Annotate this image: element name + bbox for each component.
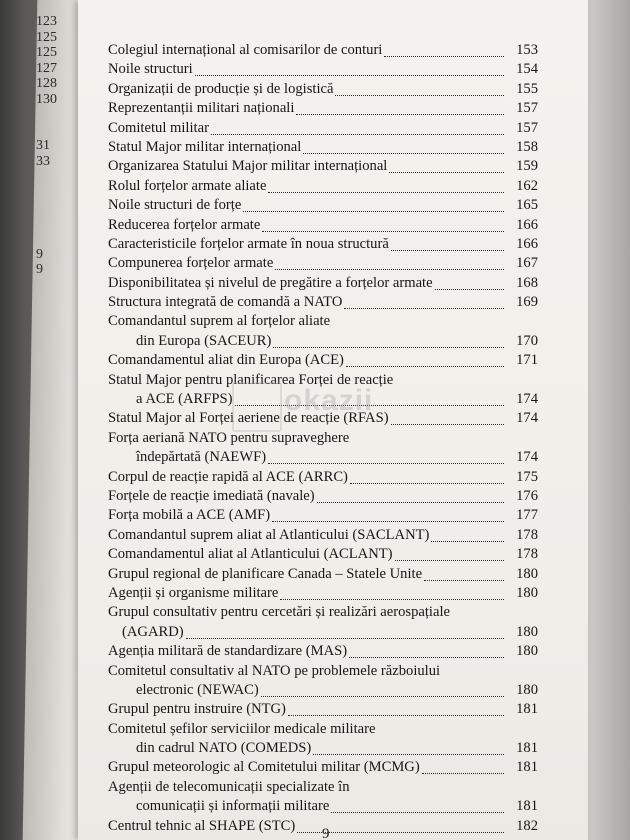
- toc-entry: [108, 274, 538, 293]
- toc-entry: [108, 565, 538, 584]
- toc-entry-title: Comandamentul aliat al Atlanticului (ACLANT): [108, 546, 393, 563]
- toc-leader-dots: [262, 229, 504, 232]
- toc-page-number: 175: [516, 468, 538, 485]
- toc-entry: [108, 216, 538, 235]
- toc-entry: [108, 177, 538, 196]
- toc-leader-dots: [186, 636, 504, 639]
- toc-entry-title: a ACE (ARFPS): [136, 391, 233, 408]
- toc-entry-title: Comandamentul aliat din Europa (ACE): [108, 352, 344, 369]
- toc-page-number: 178: [516, 546, 538, 563]
- toc-entry: [108, 138, 538, 157]
- toc-entry-title: Reducerea forțelor armate: [108, 216, 261, 233]
- table-of-contents: [108, 41, 538, 836]
- toc-entry: [108, 351, 538, 370]
- toc-entry: [108, 99, 538, 118]
- toc-entry-title: electronic (NEWAC): [136, 681, 259, 698]
- toc-leader-dots: [349, 655, 504, 658]
- toc-entry-title: Reprezentanții militari naționali: [108, 100, 295, 117]
- page-number: 9: [322, 826, 330, 840]
- toc-entry: [108, 196, 538, 215]
- toc-entry-title: comunicații și informații militare: [136, 798, 330, 815]
- previous-page-number: [36, 278, 76, 294]
- toc-entry-title: Statul Major al Forței aeriene de reacție (RFAS): [108, 410, 389, 427]
- toc-entry-title: Statul Major pentru planificarea Forței de reacție: [108, 371, 394, 388]
- toc-page-number: 171: [516, 352, 538, 369]
- toc-entry-title: Comitetul șefilor serviciilor medicale militare: [108, 720, 376, 737]
- toc-entry: [108, 778, 538, 817]
- toc-page-number: 157: [516, 100, 538, 117]
- toc-leader-dots: [424, 578, 504, 581]
- toc-entry-title: din Europa (SACEUR): [136, 332, 272, 349]
- toc-entry-title: Grupul meteorologic al Comitetului militar (MCMG): [108, 759, 420, 776]
- toc-entry: [108, 662, 538, 701]
- toc-leader-dots: [395, 558, 504, 561]
- toc-page-number: 174: [516, 449, 538, 466]
- toc-page-number: 155: [516, 80, 538, 97]
- previous-page-number: 128: [36, 76, 57, 91]
- toc-entry: [108, 468, 538, 487]
- toc-leader-dots: [391, 248, 504, 251]
- toc-page-number: 180: [516, 643, 538, 660]
- toc-leader-dots: [435, 287, 504, 290]
- toc-page-number: 181: [516, 798, 538, 815]
- toc-leader-dots: [272, 519, 504, 522]
- toc-entry-title: Forța aeriană NATO pentru supraveghere: [108, 429, 350, 446]
- toc-entry-title: Caracteristicile forțelor armate în noua structură: [108, 235, 389, 252]
- watermark: okazii: [284, 384, 374, 417]
- toc-page-number: 177: [516, 507, 538, 524]
- toc-entry-title: Noile structuri: [108, 61, 193, 78]
- previous-page-number: [36, 107, 76, 123]
- toc-page-number: 159: [516, 158, 538, 175]
- toc-page-number: 174: [516, 410, 538, 427]
- toc-page-number: 167: [516, 255, 538, 272]
- toc-leader-dots: [303, 151, 504, 154]
- toc-page-number: 158: [516, 138, 538, 155]
- toc-leader-dots: [268, 461, 504, 464]
- toc-page-number: 180: [516, 565, 538, 582]
- toc-leader-dots: [335, 93, 504, 96]
- toc-entry: [108, 758, 538, 777]
- toc-leader-dots: [331, 810, 504, 813]
- previous-page-number: 9: [36, 246, 43, 262]
- toc-entry: [108, 584, 538, 603]
- toc-entry: [108, 254, 538, 273]
- previous-page-number: 31: [36, 138, 50, 153]
- toc-leader-dots: [313, 752, 504, 755]
- toc-entry: [108, 293, 538, 312]
- toc-page-number: 180: [516, 681, 538, 698]
- toc-entry: [108, 235, 538, 254]
- toc-page-number: 166: [516, 235, 538, 252]
- toc-page-number: 176: [516, 487, 538, 504]
- toc-entry: [108, 119, 538, 138]
- toc-entry-title: Forța mobilă a ACE (AMF): [108, 507, 271, 524]
- toc-leader-dots: [350, 481, 504, 484]
- previous-page-number: [36, 123, 76, 139]
- toc-leader-dots: [431, 539, 504, 542]
- toc-entry-title: Comitetul militar: [108, 119, 209, 136]
- toc-page-number: 168: [516, 274, 538, 291]
- toc-entry: [108, 60, 538, 79]
- toc-leader-dots: [344, 306, 504, 309]
- toc-entry-title: Statul Major militar internațional: [108, 138, 302, 155]
- toc-entry-title: Grupul pentru instruire (NTG): [108, 701, 286, 718]
- toc-entry-title: Agenția militară de standardizare (MAS): [108, 643, 348, 660]
- previous-page-number: [36, 216, 76, 232]
- toc-entry: [108, 720, 538, 759]
- toc-entry-title: Centrul tehnic al SHAPE (STC): [108, 817, 296, 834]
- previous-page-number: 127: [36, 60, 57, 76]
- toc-leader-dots: [389, 170, 504, 173]
- toc-entry: [108, 506, 538, 525]
- toc-entry: [108, 487, 538, 506]
- toc-page-number: 165: [516, 197, 538, 214]
- toc-leader-dots: [273, 345, 504, 348]
- toc-entry-title: din cadrul NATO (COMEDS): [136, 740, 312, 757]
- toc-entry-title: Forțele de reacție imediată (navale): [108, 487, 315, 504]
- toc-leader-dots: [422, 771, 504, 774]
- toc-entry-title: Grupul regional de planificare Canada – Statele Unite: [108, 565, 423, 582]
- toc-leader-dots: [296, 112, 504, 115]
- toc-page-number: 174: [516, 391, 538, 408]
- toc-leader-dots: [280, 597, 504, 600]
- toc-entry-title: Noile structuri de forțe: [108, 197, 242, 214]
- toc-entry-title: Rolul forțelor armate aliate: [108, 177, 267, 194]
- previous-page-number: [36, 293, 76, 309]
- toc-entry: [108, 157, 538, 176]
- toc-page-number: 153: [516, 42, 538, 58]
- toc-entry-title: Agenții și organisme militare: [108, 584, 279, 601]
- toc-page-number: 166: [516, 216, 538, 233]
- toc-page-number: 181: [516, 740, 538, 757]
- toc-page-number: 180: [516, 584, 538, 601]
- watermark-logo-icon: [232, 382, 282, 432]
- toc-page-number: 162: [516, 177, 538, 194]
- toc-entry-title: Corpul de reacție rapidă al ACE (ARRC): [108, 468, 348, 485]
- toc-entry-title: îndepărtată (NAEWF): [136, 449, 267, 466]
- toc-entry: [108, 41, 538, 60]
- toc-leader-dots: [211, 132, 504, 135]
- toc-entry-title: (AGARD): [122, 623, 184, 640]
- toc-leader-dots: [384, 54, 504, 57]
- toc-entry-title: Colegiul internațional al comisarilor de conturi: [108, 42, 383, 58]
- toc-page-number: 154: [516, 61, 538, 78]
- previous-page-number: 123: [36, 14, 57, 29]
- toc-entry-title: Compunerea forțelor armate: [108, 255, 274, 272]
- previous-page-number: [36, 169, 76, 185]
- toc-entry-title: Agenții de telecomunicații specializate în: [108, 778, 350, 795]
- toc-page-number: 157: [516, 119, 538, 136]
- toc-entry-title: Comandantul suprem aliat al Atlanticului (SACLANT): [108, 526, 430, 543]
- toc-leader-dots: [275, 267, 504, 270]
- toc-entry: [108, 603, 538, 642]
- toc-leader-dots: [195, 73, 504, 76]
- previous-page-number: [36, 200, 76, 216]
- previous-page-number: 125: [36, 45, 57, 60]
- previous-page-number: 33: [36, 153, 50, 169]
- toc-leader-dots: [346, 364, 504, 367]
- toc-entry: [108, 642, 538, 661]
- toc-entry-title: Comandantul suprem al forțelor aliate: [108, 313, 331, 330]
- toc-entry-title: Organizații de producție și de logistică: [108, 80, 334, 97]
- toc-entry-title: Structura integrată de comandă a NATO: [108, 294, 343, 311]
- toc-leader-dots: [288, 713, 504, 716]
- previous-page-number: 130: [36, 91, 57, 107]
- toc-page-number: 170: [516, 332, 538, 349]
- toc-entry-title: Organizarea Statului Major militar internațional: [108, 158, 388, 175]
- toc-page-number: 182: [516, 817, 538, 834]
- previous-page-number: [36, 231, 76, 247]
- toc-entry-title: Comitetul consultativ al NATO pe problemele războiului: [108, 662, 441, 679]
- toc-entry: [108, 526, 538, 545]
- previous-page-number: 9: [36, 262, 43, 277]
- previous-page-number: 125: [36, 29, 57, 45]
- toc-leader-dots: [261, 694, 504, 697]
- toc-page-number: 181: [516, 759, 538, 776]
- toc-leader-dots: [268, 190, 504, 193]
- toc-entry: [108, 700, 538, 719]
- toc-entry: [108, 312, 538, 351]
- toc-entry-title: Disponibilitatea și nivelul de pregătire a forțelor armate: [108, 274, 433, 291]
- toc-entry: [108, 80, 538, 99]
- toc-leader-dots: [243, 209, 504, 212]
- previous-page-numbers: [36, 14, 76, 309]
- toc-page-number: 178: [516, 526, 538, 543]
- toc-page-number: 180: [516, 623, 538, 640]
- toc-page-number: 181: [516, 701, 538, 718]
- toc-page-number: 169: [516, 294, 538, 311]
- toc-entry: [108, 545, 538, 564]
- toc-entry-title: Grupul consultativ pentru cercetări și realizări aerospațiale: [108, 604, 450, 621]
- toc-leader-dots: [317, 500, 504, 503]
- previous-page-number: [36, 185, 76, 201]
